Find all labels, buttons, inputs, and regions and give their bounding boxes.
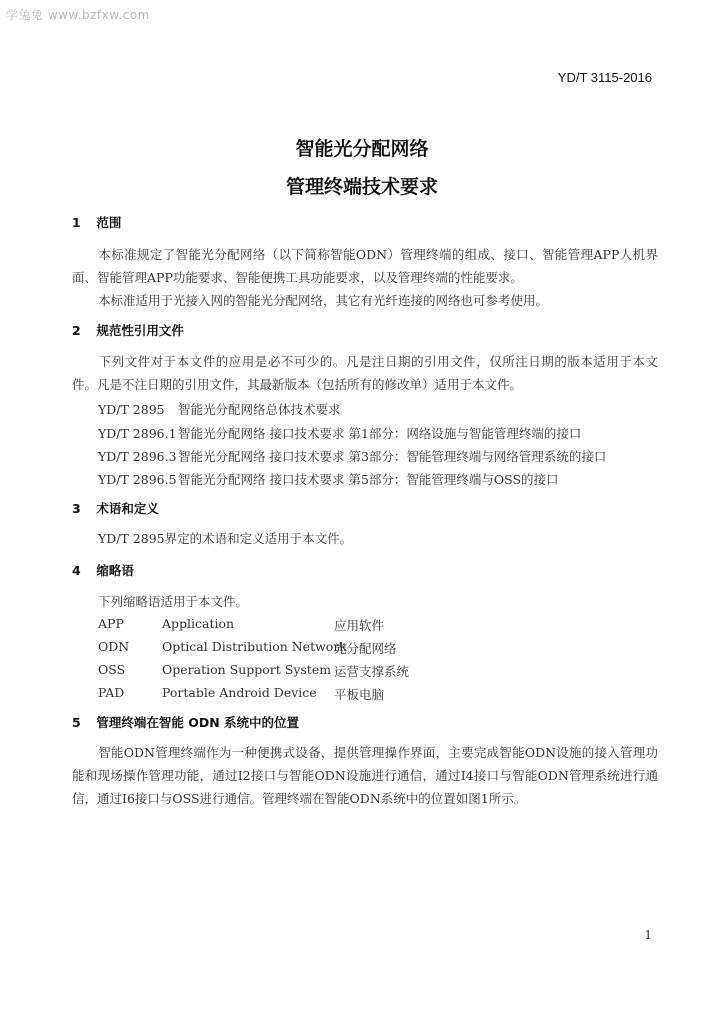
- section-title: 规范性引用文件: [96, 323, 184, 338]
- reference-title: 智能光分配网络 接口技术要求 第3部分：智能管理终端与网络管理系统的接口: [178, 449, 607, 464]
- paragraph-text: 智能ODN管理终端作为一种便携式设备，提供管理操作界面，主要完成智能ODN设施的接入管理功能和现场操作管理功能，通过I2接口与智能ODN设施进行通信，通过I4接口与智能ODN管理系统进行通信，通过I6接口与OSS进行通信。管理终端在智能ODN系统中的位置如图1所示。: [72, 745, 658, 806]
- section-number: 1: [72, 215, 81, 230]
- reference-title: 智能光分配网络 接口技术要求 第5部分：智能管理终端与OSS的接口: [178, 472, 559, 487]
- abbreviation-chinese: 应用软件: [334, 618, 385, 633]
- reference-item: [98, 400, 341, 418]
- abbreviation-chinese: 运营支撑系统: [334, 664, 410, 679]
- reference-title: 智能光分配网络 接口技术要求 第1部分：网络设施与智能管理终端的接口: [178, 426, 582, 441]
- section-number: 2: [72, 323, 81, 338]
- section-title: 缩略语: [96, 563, 134, 578]
- section-1-paragraph-1: [72, 243, 658, 289]
- section-1-paragraph-2: [72, 289, 658, 312]
- section-title: 术语和定义: [96, 501, 159, 516]
- abbreviation: PAD: [98, 685, 125, 700]
- section-3-heading: [72, 499, 159, 517]
- watermark-text: 学兔兔 www.bzfxw.com: [6, 8, 150, 22]
- paragraph-text: YD/T 2895界定的术语和定义适用于本文件。: [98, 531, 353, 546]
- document-title-line1: 智能光分配网络: [295, 138, 429, 160]
- reference-item: [98, 447, 606, 465]
- section-title: 范围: [96, 215, 122, 230]
- abbreviation-full: Application: [162, 616, 235, 631]
- section-4-heading: [72, 561, 134, 579]
- section-number: 4: [72, 563, 81, 578]
- reference-title: 智能光分配网络总体技术要求: [178, 402, 341, 417]
- section-5-heading: [72, 713, 299, 731]
- reference-code: YD/T 2896.1: [98, 426, 177, 441]
- abbreviation: APP: [98, 616, 124, 631]
- paragraph-text: 下列缩略语适用于本文件。: [98, 594, 249, 609]
- reference-code: YD/T 2896.5: [98, 472, 177, 487]
- abbreviation: OSS: [98, 662, 126, 677]
- abbreviation-chinese: 平板电脑: [334, 687, 385, 702]
- paragraph-text: 本标准适用于光接入网的智能光分配网络，其它有光纤连接的网络也可参考使用。: [98, 293, 549, 308]
- section-number: 3: [72, 501, 81, 516]
- section-5-paragraph-1: [72, 741, 658, 810]
- section-1-heading: [72, 213, 121, 231]
- abbreviation: ODN: [98, 639, 130, 654]
- paragraph-text: 本标准规定了智能光分配网络（以下简称智能ODN）管理终端的组成、接口、智能管理APP人机界面、智能管理APP功能要求、智能便携工具功能要求，以及管理终端的性能要求。: [72, 247, 658, 285]
- reference-code: YD/T 2896.3: [98, 449, 177, 464]
- reference-item: [98, 424, 581, 442]
- reference-code: YD/T 2895: [98, 402, 165, 417]
- section-2-paragraph-1: [72, 350, 658, 396]
- section-3-paragraph-1: [72, 527, 658, 550]
- section-title: 管理终端在智能 ODN 系统中的位置: [96, 715, 300, 730]
- page-number: 1: [644, 928, 652, 942]
- section-4-paragraph-1: [72, 590, 658, 613]
- abbreviation-full: Portable Android Device: [162, 685, 317, 700]
- reference-item: [98, 470, 559, 488]
- section-2-heading: [72, 321, 184, 339]
- abbreviation-chinese: 光分配网络: [334, 641, 397, 656]
- abbreviation-full: Operation Support System: [162, 662, 332, 677]
- section-number: 5: [72, 715, 81, 730]
- abbreviation-full: Optical Distribution Network: [162, 639, 347, 654]
- document-title-line2: 管理终端技术要求: [285, 176, 438, 198]
- standard-code: YD/T 3115-2016: [557, 70, 652, 85]
- paragraph-text: 下列文件对于本文件的应用是必不可少的。凡是注日期的引用文件，仅所注日期的版本适用于本文件。凡是不注日期的引用文件，其最新版本（包括所有的修改单）适用于本文件。: [72, 354, 658, 392]
